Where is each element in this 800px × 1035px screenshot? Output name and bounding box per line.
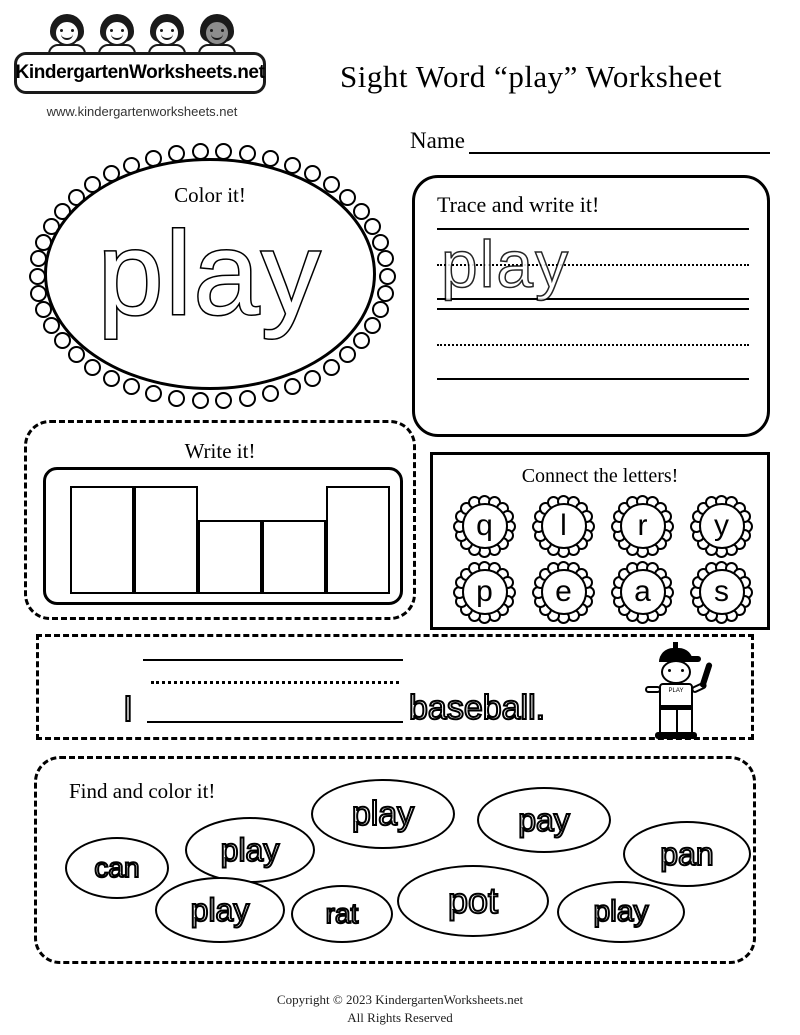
letter-flower-label: q <box>462 503 508 549</box>
trace-and-write-label: Trace and write it! <box>437 192 600 217</box>
page-title: Sight Word “play” Worksheet <box>340 58 722 94</box>
word-bubble[interactable]: pot <box>397 865 549 937</box>
sentence-subject: I <box>123 688 134 729</box>
footer <box>0 991 800 1027</box>
word-bubble-container <box>37 759 753 961</box>
handwriting-line-2[interactable] <box>437 308 749 380</box>
baseball-bat-icon <box>699 662 713 689</box>
trace-word[interactable]: play <box>441 227 571 301</box>
letter-flower-label: p <box>462 569 508 615</box>
name-label: Name <box>410 128 465 153</box>
color-it-word[interactable]: play <box>97 208 323 340</box>
letter-flower-label: s <box>699 569 745 615</box>
connect-letters-section <box>430 452 770 630</box>
connect-letters-label: Connect the letters! <box>521 465 679 487</box>
sentence-line-top[interactable] <box>143 659 403 661</box>
word-bubble[interactable]: rat <box>291 885 393 943</box>
letter-flower-label: a <box>620 569 666 615</box>
jersey-text: PLAY <box>668 688 684 694</box>
write-it-box[interactable] <box>198 520 262 594</box>
letter-flower[interactable] <box>454 495 516 557</box>
write-it-label: Write it! <box>184 439 256 463</box>
find-and-color-section <box>34 756 756 964</box>
color-it-oval <box>44 158 376 390</box>
word-bubble[interactable]: can <box>65 837 169 899</box>
letter-flower-grid <box>445 495 761 623</box>
letter-flower[interactable] <box>612 495 674 557</box>
sentence-section <box>36 634 754 740</box>
letter-flower-label: l <box>541 503 587 549</box>
write-it-box[interactable] <box>70 486 134 594</box>
page-header <box>0 0 800 128</box>
sentence-blank-line[interactable] <box>147 721 403 723</box>
footer-copyright: Copyright © 2023 KindergartenWorksheets.net <box>276 992 524 1007</box>
name-row <box>410 120 770 154</box>
letter-flower-label: e <box>541 569 587 615</box>
letter-flower[interactable] <box>454 561 516 623</box>
write-it-frame <box>43 467 403 605</box>
word-bubble[interactable]: pay <box>477 787 611 853</box>
letter-flower-row <box>445 495 761 557</box>
sentence-dotted-line[interactable] <box>151 681 399 684</box>
write-it-section <box>24 420 416 620</box>
word-bubble[interactable]: play <box>557 881 685 943</box>
letter-flower-label: r <box>620 503 666 549</box>
letter-flower[interactable] <box>691 561 753 623</box>
logo-text: KindergartenWorksheets.net <box>15 62 265 83</box>
letter-flower[interactable] <box>533 495 595 557</box>
sentence-word: baseball. <box>409 689 546 727</box>
word-bubble[interactable]: play <box>155 877 285 943</box>
color-it-section <box>26 140 394 408</box>
write-it-box[interactable] <box>326 486 390 594</box>
find-and-color-label: Find and color it! <box>69 779 216 803</box>
footer-rights: All Rights Reserved <box>347 1010 453 1025</box>
site-url: www.kindergartenworksheets.net <box>46 104 238 119</box>
letter-flower-row <box>445 561 761 623</box>
letter-flower-label: y <box>699 503 745 549</box>
site-logo[interactable] <box>14 12 266 92</box>
write-it-box[interactable] <box>134 486 198 594</box>
letter-flower[interactable] <box>691 495 753 557</box>
letter-flower[interactable] <box>533 561 595 623</box>
word-bubble[interactable]: play <box>185 817 315 883</box>
logo-plate <box>14 52 266 94</box>
letter-flower[interactable] <box>612 561 674 623</box>
trace-and-write-section <box>412 175 770 437</box>
color-it-label: Color it! <box>174 183 246 207</box>
write-it-box[interactable] <box>262 520 326 594</box>
baseball-player-icon <box>637 642 715 740</box>
word-bubble[interactable]: play <box>311 779 455 849</box>
write-it-boxes <box>70 484 390 594</box>
word-bubble[interactable]: pan <box>623 821 751 887</box>
name-input-blank[interactable] <box>469 134 770 154</box>
